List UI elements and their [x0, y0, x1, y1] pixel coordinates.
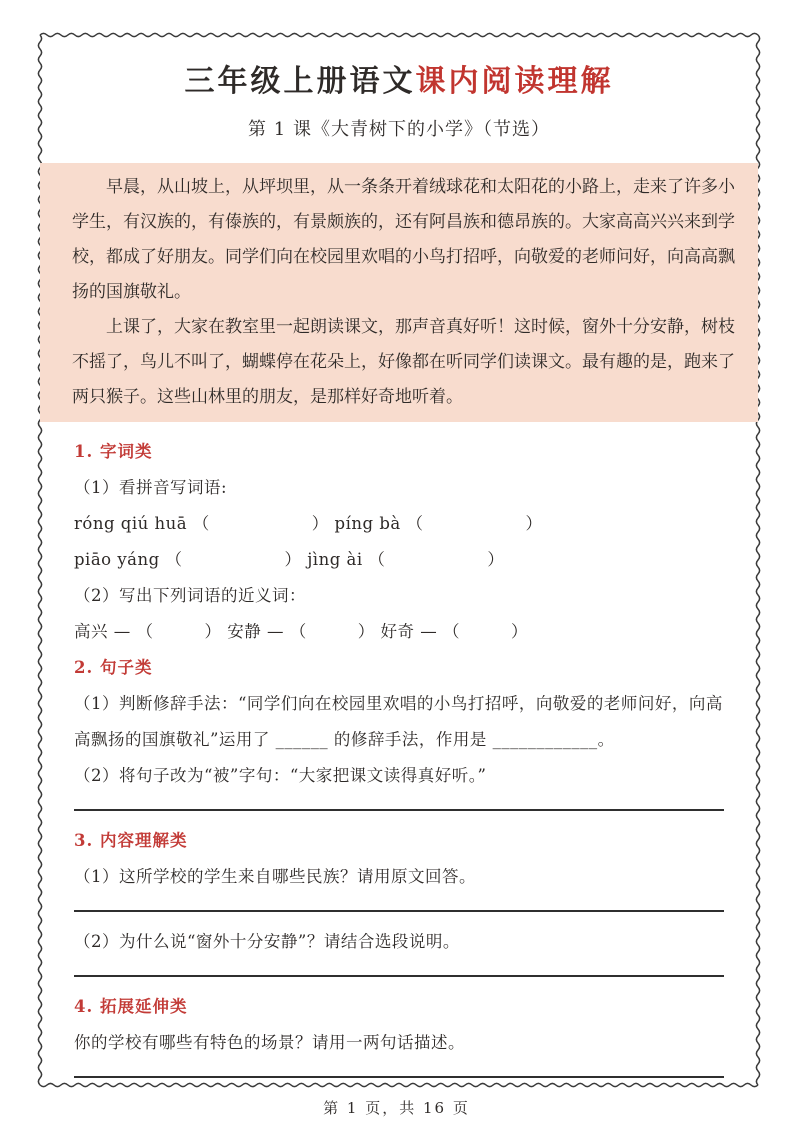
pinyin-row-1: róng qiú huā （ ） píng bà （ ） [74, 514, 543, 533]
synonyms-row: 高兴 — （ ） 安静 — （ ） 好奇 — （ ） [74, 622, 528, 641]
passage-paragraph-2: 上课了，大家在教室里一起朗读课文，那声音真好听！这时候，窗外十分安静，树枝不摇了，鸟儿不叫了，蝴蝶停在花朵上，好像都在听同学们读课文。最有趣的是，跑来了两只猴子。这些山林里的朋友，是那样好奇地听着。 [72, 317, 735, 407]
questions-area [74, 434, 724, 1078]
section-4-question-1: 你的学校有哪些有特色的场景？请用一两句话描述。 [74, 1033, 465, 1052]
answer-line [74, 975, 724, 977]
section-2-heading: 2. 句子类 [74, 658, 153, 677]
answer-line [74, 910, 724, 912]
section-2-question-1: （1）判断修辞手法：“同学们向在校园里欢唱的小鸟打招呼，向敬爱的老师问好，向高高飘扬的国旗敬礼”运用了 ______ 的修辞手法，作用是 ____________。 [74, 694, 723, 749]
title-accent: 课内阅读理解 [415, 64, 614, 99]
pinyin-row-2: piāo yáng （ ） jìng ài （ ） [74, 550, 505, 569]
answer-line [74, 1076, 724, 1078]
section-3-heading: 3. 内容理解类 [74, 831, 188, 850]
page-title [74, 61, 724, 103]
answer-line [74, 809, 724, 811]
section-1-question-1: （1）看拼音写词语: [74, 478, 228, 497]
reading-passage [40, 163, 758, 422]
section-3-question-2: （2）为什么说“窗外十分安静”？请结合选段说明。 [74, 932, 460, 951]
section-4-heading: 4. 拓展延伸类 [74, 997, 188, 1016]
lesson-subtitle: 第 1 课《大青树下的小学》（节选） [248, 119, 550, 140]
section-1-heading: 1. 字词类 [74, 442, 153, 461]
section-1-question-2: （2）写出下列词语的近义词： [74, 586, 306, 605]
worksheet-page [40, 35, 758, 1085]
section-2-question-2: （2）将句子改为“被”字句：“大家把课文读得真好听。” [74, 766, 487, 785]
section-3-question-1: （1）这所学校的学生来自哪些民族？请用原文回答。 [74, 867, 476, 886]
passage-paragraph-1: 早晨，从山坡上，从坪坝里，从一条条开着绒球花和太阳花的小路上，走来了许多小学生，有汉族的，有傣族的，有景颇族的，还有阿昌族和德昂族的。大家高高兴兴来到学校，都成了好朋友。同学们向在校园里欢唱的小鸟打招呼，向敬爱的老师问好，向高高飘扬的国旗敬礼。 [72, 177, 735, 302]
title-main: 三年级上册语文 [184, 64, 416, 99]
page-footer: 第 1 页，共 16 页 [323, 1099, 470, 1117]
